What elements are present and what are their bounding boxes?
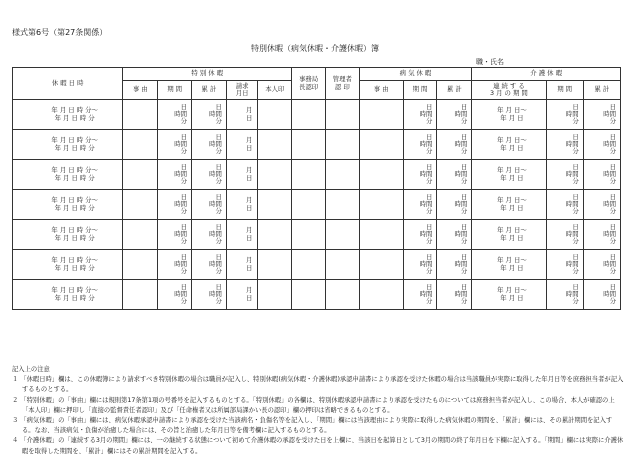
- sick-reason-cell[interactable]: [359, 160, 403, 190]
- care-period-cell[interactable]: [546, 220, 583, 250]
- unit-min: 分: [425, 237, 433, 246]
- unit-day: 日: [460, 102, 468, 111]
- leave-datetime-cell[interactable]: [13, 220, 123, 250]
- unit-hour: 時間: [209, 109, 222, 118]
- unit-day: 日: [572, 132, 579, 141]
- consecutive-period-cell[interactable]: [472, 220, 546, 250]
- unit-hour: 時間: [603, 139, 616, 148]
- request-day-cell[interactable]: 月 日: [226, 250, 258, 280]
- sick-total-cell[interactable]: [437, 280, 472, 310]
- special-period-cell[interactable]: [158, 280, 192, 310]
- table-row: [13, 220, 621, 250]
- datetime-to: 年 月 日 時 分: [54, 263, 95, 272]
- office-chief-seal-cell[interactable]: [292, 130, 326, 160]
- unit-min: 分: [572, 177, 579, 186]
- notes-section: [12, 365, 624, 457]
- header-office-chief-seal: 事務局 長認印: [292, 68, 326, 100]
- header-total: 累 計: [191, 81, 226, 100]
- unit-hour: 時間: [454, 139, 468, 148]
- special-period-cell[interactable]: [158, 100, 192, 130]
- unit-min: 分: [215, 297, 222, 306]
- unit-day: 日: [425, 222, 433, 231]
- care-period-to: 年 月 日: [500, 113, 524, 122]
- special-reason-cell[interactable]: [123, 250, 158, 280]
- name-label: 職・氏名: [476, 58, 504, 66]
- care-period-cell[interactable]: [546, 130, 583, 160]
- special-total-cell[interactable]: [191, 130, 226, 160]
- special-reason-cell[interactable]: [123, 280, 158, 310]
- unit-min: 分: [460, 207, 468, 216]
- office-chief-seal-cell[interactable]: [292, 280, 326, 310]
- care-period-cell[interactable]: [546, 250, 583, 280]
- table-row: [13, 250, 621, 280]
- unit-day: 日: [572, 282, 579, 291]
- care-period-to: 年 月 日: [500, 173, 524, 182]
- table-row: [13, 280, 621, 310]
- care-period-cell[interactable]: [546, 280, 583, 310]
- care-total-cell[interactable]: [583, 220, 620, 250]
- datetime-to: 年 月 日 時 分: [54, 203, 95, 212]
- care-period-from: 年 月 日〜: [497, 256, 527, 265]
- unit-hour: 時間: [565, 289, 579, 298]
- special-total-cell[interactable]: [191, 100, 226, 130]
- sick-period-cell[interactable]: [403, 220, 437, 250]
- header-sick-total: 累 計: [437, 81, 472, 100]
- datetime-from: 年 月 日 時 分〜: [51, 106, 98, 115]
- office-chief-seal-cell[interactable]: [292, 250, 326, 280]
- datetime-to: 年 月 日 時 分: [54, 113, 95, 122]
- manager-seal-cell[interactable]: [325, 280, 359, 310]
- unit-hour: 時間: [454, 229, 468, 238]
- unit-day: 日: [180, 102, 187, 111]
- unit-day: 日: [609, 192, 616, 201]
- datetime-from: 年 月 日 時 分〜: [51, 256, 98, 265]
- unit-hour: 時間: [565, 229, 579, 238]
- unit-day: 日: [180, 192, 187, 201]
- sick-reason-cell[interactable]: [359, 220, 403, 250]
- unit-min: 分: [425, 117, 433, 126]
- unit-hour: 時間: [174, 109, 187, 118]
- unit-day: 日: [425, 192, 433, 201]
- header-consecutive-3months: 連 続 す る 3 月 の 期 間: [472, 81, 546, 100]
- office-chief-seal-cell[interactable]: [292, 160, 326, 190]
- unit-min: 分: [460, 177, 468, 186]
- care-total-cell[interactable]: [583, 160, 620, 190]
- unit-day: 日: [215, 102, 222, 111]
- personal-seal-cell[interactable]: [258, 100, 292, 130]
- personal-seal-cell[interactable]: [258, 160, 292, 190]
- unit-min: 分: [425, 267, 433, 276]
- sick-period-cell[interactable]: [403, 130, 437, 160]
- care-period-from: 年 月 日〜: [497, 226, 527, 235]
- form-number: 様式第6号（第27条関係）: [12, 28, 108, 37]
- unit-min: 分: [572, 267, 579, 276]
- unit-day: 日: [215, 222, 222, 231]
- unit-hour: 時間: [454, 289, 468, 298]
- unit-day: 日: [460, 282, 468, 291]
- special-total-cell[interactable]: [191, 160, 226, 190]
- unit-min: 分: [572, 207, 579, 216]
- unit-min: 分: [572, 147, 579, 156]
- unit-min: 分: [215, 207, 222, 216]
- special-reason-cell[interactable]: [123, 190, 158, 220]
- unit-day: 日: [609, 252, 616, 261]
- personal-seal-cell[interactable]: [258, 220, 292, 250]
- unit-day: 日: [425, 162, 433, 171]
- unit-day: 日: [425, 132, 433, 141]
- unit-min: 分: [572, 237, 579, 246]
- unit-min: 分: [609, 267, 616, 276]
- sick-total-cell[interactable]: [437, 190, 472, 220]
- note-item: １ 「休暇日時」欄は、この休暇簿により請求すべき特別休暇の場合は職員が記入し、特別休暇(病気休暇・介護休暇)承認申請書により承認を受けた休暇の場合は当該職員が実際に取得した年月日等を庶務担当者が記入するものとする。: [12, 376, 624, 394]
- unit-day: 日: [572, 252, 579, 261]
- datetime-from: 年 月 日 時 分〜: [51, 286, 98, 295]
- consecutive-period-cell[interactable]: [472, 160, 546, 190]
- unit-min: 分: [180, 177, 187, 186]
- unit-min: 分: [180, 237, 187, 246]
- unit-hour: 時間: [174, 199, 187, 208]
- header-leave-datetime: 休 暇 日 時: [13, 68, 123, 100]
- personal-seal-cell[interactable]: [258, 190, 292, 220]
- unit-min: 分: [460, 117, 468, 126]
- leave-datetime-cell[interactable]: [13, 130, 123, 160]
- care-total-cell[interactable]: [583, 100, 620, 130]
- unit-day: 日: [215, 192, 222, 201]
- unit-day: 日: [609, 282, 616, 291]
- sick-total-cell[interactable]: [437, 160, 472, 190]
- datetime-to: 年 月 日 時 分: [54, 143, 95, 152]
- manager-seal-cell[interactable]: [325, 220, 359, 250]
- unit-hour: 時間: [419, 289, 433, 298]
- special-total-cell[interactable]: [191, 220, 226, 250]
- unit-hour: 時間: [419, 229, 433, 238]
- care-period-cell[interactable]: [546, 190, 583, 220]
- unit-hour: 時間: [174, 169, 187, 178]
- datetime-to: 年 月 日 時 分: [54, 173, 95, 182]
- special-reason-cell[interactable]: [123, 100, 158, 130]
- unit-min: 分: [425, 207, 433, 216]
- unit-min: 分: [425, 147, 433, 156]
- unit-day: 日: [460, 252, 468, 261]
- care-period-from: 年 月 日〜: [497, 286, 527, 295]
- datetime-from: 年 月 日 時 分〜: [51, 226, 98, 235]
- special-total-cell[interactable]: [191, 250, 226, 280]
- unit-hour: 時間: [209, 139, 222, 148]
- unit-min: 分: [572, 297, 579, 306]
- page-title: 特別休暇（病気休暇・介護休暇）簿: [251, 44, 379, 53]
- unit-min: 分: [180, 117, 187, 126]
- special-reason-cell[interactable]: [123, 220, 158, 250]
- care-period-from: 年 月 日〜: [497, 196, 527, 205]
- header-special-leave: 特 別 休 暇: [123, 68, 292, 81]
- unit-hour: 時間: [603, 169, 616, 178]
- unit-hour: 時間: [565, 259, 579, 268]
- unit-day: 日: [609, 162, 616, 171]
- manager-seal-cell[interactable]: [325, 190, 359, 220]
- unit-hour: 時間: [565, 169, 579, 178]
- header-manager-seal: 管理者 認 印: [325, 68, 359, 100]
- personal-seal-cell[interactable]: [258, 280, 292, 310]
- unit-hour: 時間: [603, 229, 616, 238]
- special-reason-cell[interactable]: [123, 160, 158, 190]
- care-period-from: 年 月 日〜: [497, 106, 527, 115]
- unit-hour: 時間: [209, 199, 222, 208]
- manager-seal-cell[interactable]: [325, 100, 359, 130]
- care-period-from: 年 月 日〜: [497, 166, 527, 175]
- unit-hour: 時間: [454, 109, 468, 118]
- office-chief-seal-cell[interactable]: [292, 190, 326, 220]
- care-period-cell[interactable]: [546, 160, 583, 190]
- unit-min: 分: [180, 147, 187, 156]
- request-day-cell[interactable]: 月 日: [226, 280, 258, 310]
- unit-hour: 時間: [419, 169, 433, 178]
- unit-min: 分: [460, 237, 468, 246]
- unit-day: 日: [460, 132, 468, 141]
- header-request-day: 請求 月日: [226, 81, 258, 100]
- request-day-cell[interactable]: 月 日: [226, 190, 258, 220]
- sick-period-cell[interactable]: [403, 100, 437, 130]
- unit-min: 分: [425, 297, 433, 306]
- unit-day: 日: [180, 132, 187, 141]
- unit-min: 分: [572, 117, 579, 126]
- special-reason-cell[interactable]: [123, 130, 158, 160]
- unit-day: 日: [425, 102, 433, 111]
- unit-day: 日: [609, 102, 616, 111]
- datetime-from: 年 月 日 時 分〜: [51, 166, 98, 175]
- notes-heading: 記入上の注意: [12, 366, 50, 373]
- unit-min: 分: [215, 177, 222, 186]
- unit-day: 日: [180, 282, 187, 291]
- special-period-cell[interactable]: [158, 160, 192, 190]
- consecutive-period-cell[interactable]: [472, 280, 546, 310]
- unit-hour: 時間: [454, 259, 468, 268]
- care-period-to: 年 月 日: [500, 293, 524, 302]
- unit-hour: 時間: [454, 169, 468, 178]
- unit-hour: 時間: [209, 289, 222, 298]
- sick-total-cell[interactable]: [437, 250, 472, 280]
- sick-reason-cell[interactable]: [359, 280, 403, 310]
- sick-period-cell[interactable]: [403, 250, 437, 280]
- consecutive-period-cell[interactable]: [472, 100, 546, 130]
- unit-day: 日: [572, 162, 579, 171]
- header-sick-reason: 事 由: [359, 81, 403, 100]
- datetime-to: 年 月 日 時 分: [54, 293, 95, 302]
- sick-reason-cell[interactable]: [359, 100, 403, 130]
- request-day-cell[interactable]: 月 日: [226, 130, 258, 160]
- care-period-to: 年 月 日: [500, 263, 524, 272]
- special-period-cell[interactable]: [158, 220, 192, 250]
- manager-seal-cell[interactable]: [325, 130, 359, 160]
- unit-min: 分: [609, 117, 616, 126]
- unit-hour: 時間: [419, 199, 433, 208]
- unit-min: 分: [215, 267, 222, 276]
- unit-hour: 時間: [603, 109, 616, 118]
- leave-datetime-cell[interactable]: [13, 160, 123, 190]
- office-chief-seal-cell[interactable]: [292, 100, 326, 130]
- header-care-total: 累 計: [583, 81, 620, 100]
- leave-datetime-cell[interactable]: [13, 250, 123, 280]
- unit-day: 日: [572, 222, 579, 231]
- unit-day: 日: [609, 222, 616, 231]
- unit-day: 日: [460, 192, 468, 201]
- header-sick-leave: 病 気 休 暇: [359, 68, 472, 81]
- request-day-cell[interactable]: 月 日: [226, 100, 258, 130]
- unit-min: 分: [180, 297, 187, 306]
- unit-day: 日: [215, 282, 222, 291]
- unit-hour: 時間: [454, 199, 468, 208]
- unit-day: 日: [180, 222, 187, 231]
- unit-min: 分: [609, 177, 616, 186]
- unit-day: 日: [215, 252, 222, 261]
- header-care-period: 期 間: [546, 81, 583, 100]
- unit-min: 分: [425, 177, 433, 186]
- note-item: ３ 「病気休暇」の「事由」欄には、病気休暇承認申請書により承認を受けた当該病名・負傷名等を記入し、「期間」欄には当該理由により実際に取得した病気休暇の期間を、「累計」欄には、その累計期間を記入する。なお、当該病気・負傷が治癒した場合には、その旨と治癒した年月日等を備考欄に記入するものとする。: [12, 417, 613, 435]
- unit-min: 分: [180, 207, 187, 216]
- header-reason: 事 由: [123, 81, 158, 100]
- unit-day: 日: [572, 102, 579, 111]
- unit-hour: 時間: [174, 259, 187, 268]
- unit-hour: 時間: [209, 169, 222, 178]
- unit-hour: 時間: [565, 109, 579, 118]
- header-personal-seal: 本人印: [258, 81, 292, 100]
- sick-reason-cell[interactable]: [359, 250, 403, 280]
- sick-reason-cell[interactable]: [359, 130, 403, 160]
- consecutive-period-cell[interactable]: [472, 190, 546, 220]
- table-row: [13, 130, 621, 160]
- personal-seal-cell[interactable]: [258, 250, 292, 280]
- request-day-cell[interactable]: 月 日: [226, 160, 258, 190]
- unit-day: 日: [215, 132, 222, 141]
- unit-min: 分: [609, 297, 616, 306]
- care-period-to: 年 月 日: [500, 143, 524, 152]
- unit-day: 日: [425, 282, 433, 291]
- header-period: 期 間: [158, 81, 192, 100]
- header-care-leave: 介 護 休 暇: [472, 68, 621, 81]
- care-period-to: 年 月 日: [500, 203, 524, 212]
- datetime-from: 年 月 日 時 分〜: [51, 196, 98, 205]
- unit-min: 分: [215, 237, 222, 246]
- unit-min: 分: [609, 207, 616, 216]
- unit-hour: 時間: [174, 139, 187, 148]
- unit-hour: 時間: [419, 259, 433, 268]
- unit-day: 日: [609, 132, 616, 141]
- unit-hour: 時間: [209, 229, 222, 238]
- unit-hour: 時間: [565, 199, 579, 208]
- consecutive-period-cell[interactable]: [472, 250, 546, 280]
- table-row: [13, 160, 621, 190]
- unit-min: 分: [215, 117, 222, 126]
- unit-day: 日: [572, 192, 579, 201]
- leave-datetime-cell[interactable]: [13, 280, 123, 310]
- care-total-cell[interactable]: [583, 130, 620, 160]
- datetime-to: 年 月 日 時 分: [54, 233, 95, 242]
- consecutive-period-cell[interactable]: [472, 130, 546, 160]
- personal-seal-cell[interactable]: [258, 130, 292, 160]
- unit-hour: 時間: [174, 289, 187, 298]
- care-period-cell[interactable]: [546, 100, 583, 130]
- unit-day: 日: [180, 162, 187, 171]
- care-period-from: 年 月 日〜: [497, 136, 527, 145]
- sick-period-cell[interactable]: [403, 190, 437, 220]
- special-period-cell[interactable]: [158, 130, 192, 160]
- unit-min: 分: [215, 147, 222, 156]
- unit-hour: 時間: [603, 289, 616, 298]
- unit-day: 日: [215, 162, 222, 171]
- leave-ledger-table: [12, 67, 621, 310]
- unit-day: 日: [180, 252, 187, 261]
- unit-day: 日: [460, 162, 468, 171]
- special-period-cell[interactable]: [158, 250, 192, 280]
- sick-total-cell[interactable]: [437, 220, 472, 250]
- sick-total-cell[interactable]: [437, 130, 472, 160]
- sick-reason-cell[interactable]: [359, 190, 403, 220]
- leave-datetime-cell[interactable]: [13, 190, 123, 220]
- note-item: ４ 「介護休暇」の「連続する3月の期間」欄には、一の継続する状態について初めて介護休暇の承認を受けた日を上欄に、当該日を起算日として3月の期間の終了年月日を下欄に記入する。「期間」欄には実際に介護休暇を取得した期間を、「累計」欄にはその累計期間を記入する。: [12, 437, 624, 455]
- unit-min: 分: [609, 147, 616, 156]
- unit-min: 分: [460, 267, 468, 276]
- unit-hour: 時間: [419, 139, 433, 148]
- leave-datetime-cell[interactable]: [13, 100, 123, 130]
- office-chief-seal-cell[interactable]: [292, 220, 326, 250]
- note-item: ２ 「特別休暇」の「事由」欄には規則第17条第1項の号番号を記入するものとする。「特別休暇」の各欄は、特別休暇承認申請書により承認を受けたものについては庶務担当者が記入し、この場合、本人が確認の上「本人印」欄に押印し「直接の監督責任者認印」及び「任命権者又は所属部局課かい長の認印」欄の押印は省略できるものとする。: [12, 396, 615, 414]
- unit-min: 分: [180, 267, 187, 276]
- special-period-cell[interactable]: [158, 190, 192, 220]
- unit-day: 日: [425, 252, 433, 261]
- special-total-cell[interactable]: [191, 280, 226, 310]
- request-day-cell[interactable]: 月 日: [226, 220, 258, 250]
- care-total-cell[interactable]: [583, 280, 620, 310]
- sick-total-cell[interactable]: [437, 100, 472, 130]
- unit-min: 分: [609, 237, 616, 246]
- unit-hour: 時間: [419, 109, 433, 118]
- care-period-to: 年 月 日: [500, 233, 524, 242]
- unit-min: 分: [460, 147, 468, 156]
- unit-hour: 時間: [603, 259, 616, 268]
- care-total-cell[interactable]: [583, 190, 620, 220]
- unit-hour: 時間: [603, 199, 616, 208]
- manager-seal-cell[interactable]: [325, 250, 359, 280]
- care-total-cell[interactable]: [583, 250, 620, 280]
- unit-hour: 時間: [209, 259, 222, 268]
- sick-period-cell[interactable]: [403, 280, 437, 310]
- unit-day: 日: [460, 222, 468, 231]
- unit-hour: 時間: [174, 229, 187, 238]
- manager-seal-cell[interactable]: [325, 160, 359, 190]
- table-row: [13, 190, 621, 220]
- header-sick-period: 期 間: [403, 81, 437, 100]
- sick-period-cell[interactable]: [403, 160, 437, 190]
- special-total-cell[interactable]: [191, 190, 226, 220]
- unit-hour: 時間: [565, 139, 579, 148]
- table-row: [13, 100, 621, 130]
- unit-min: 分: [460, 297, 468, 306]
- datetime-from: 年 月 日 時 分〜: [51, 136, 98, 145]
